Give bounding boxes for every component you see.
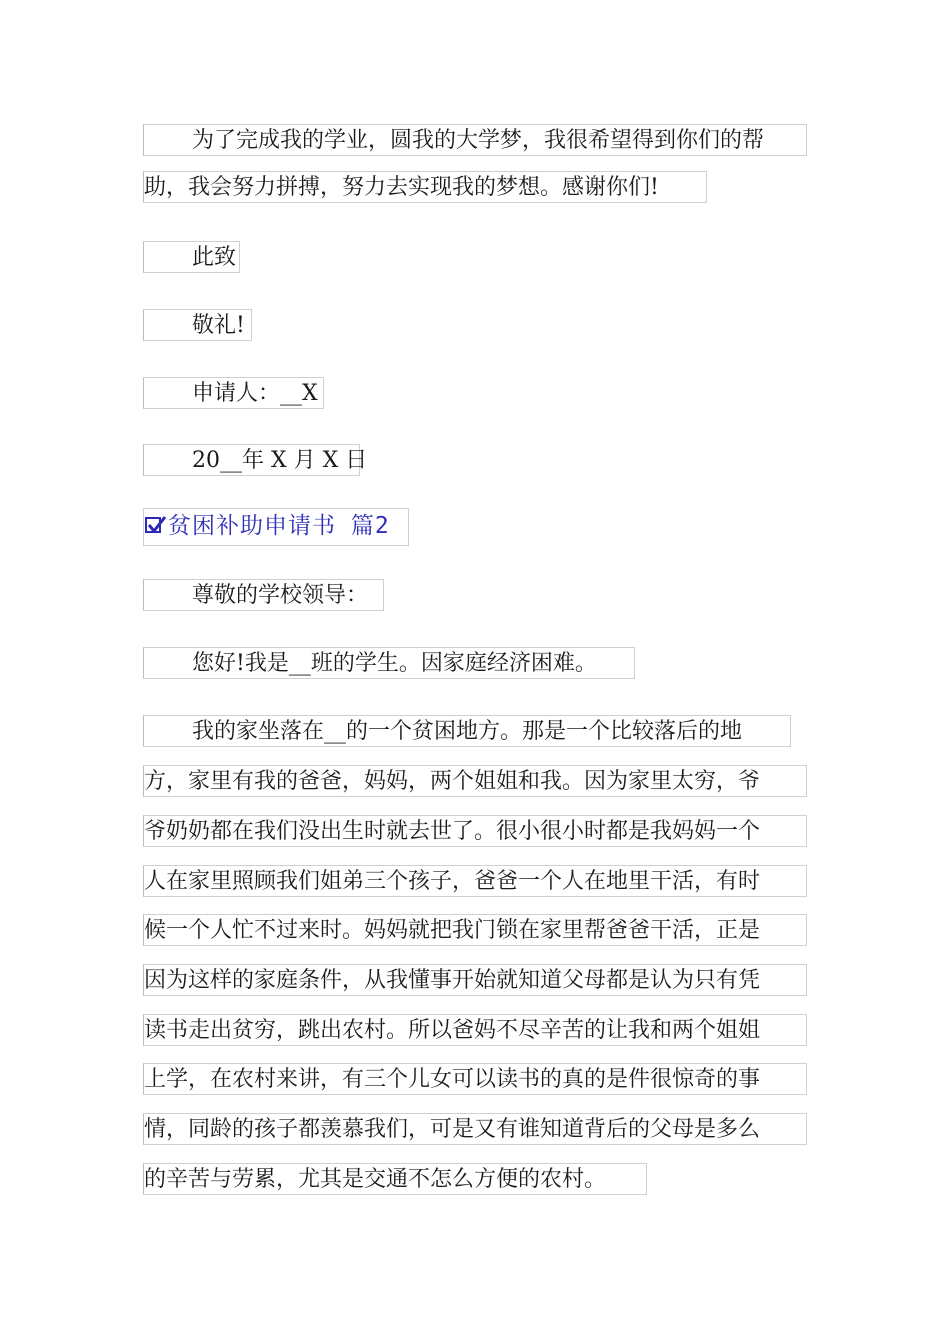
paragraph-line: 为了完成我的学业，圆我的大学梦，我很希望得到你们的帮: [143, 124, 807, 156]
body-line: 爷奶奶都在我们没出生时就去世了。很小很小时都是我妈妈一个: [143, 815, 807, 847]
paragraph-line: 助，我会努力拼搏，努力去实现我的梦想。感谢你们!: [143, 171, 707, 203]
closing-line: 敬礼!: [143, 309, 252, 341]
checkbox-icon: [145, 517, 161, 533]
section-heading: [143, 508, 409, 546]
body-line: 上学，在农村来讲，有三个儿女可以读书的真的是件很惊奇的事: [143, 1063, 807, 1095]
greeting-line: 您好!我是__班的学生。因家庭经济困难。: [143, 647, 635, 679]
body-line: 的辛苦与劳累，尤其是交通不怎么方便的农村。: [143, 1163, 647, 1195]
applicant-line: 申请人：__X: [143, 377, 324, 409]
date-line: 20__年 X 月 X 日: [143, 444, 360, 476]
heading-text: 贫困补助申请书 篇2: [168, 513, 390, 539]
salutation-line: 尊敬的学校领导：: [143, 579, 384, 611]
body-line: 因为这样的家庭条件，从我懂事开始就知道父母都是认为只有凭: [143, 964, 807, 996]
body-line: 方，家里有我的爸爸，妈妈，两个姐姐和我。因为家里太穷，爷: [143, 765, 807, 797]
body-line: 人在家里照顾我们姐弟三个孩子，爸爸一个人在地里干活，有时: [143, 865, 807, 897]
body-line: 读书走出贫穷，跳出农村。所以爸妈不尽辛苦的让我和两个姐姐: [143, 1014, 807, 1046]
closing-line: 此致: [143, 241, 240, 273]
body-line: 我的家坐落在__的一个贫困地方。那是一个比较落后的地: [143, 715, 791, 747]
body-line: 候一个人忙不过来时。妈妈就把我门锁在家里帮爸爸干活，正是: [143, 914, 807, 946]
body-line: 情，同龄的孩子都羡慕我们，可是又有谁知道背后的父母是多么: [143, 1113, 807, 1145]
